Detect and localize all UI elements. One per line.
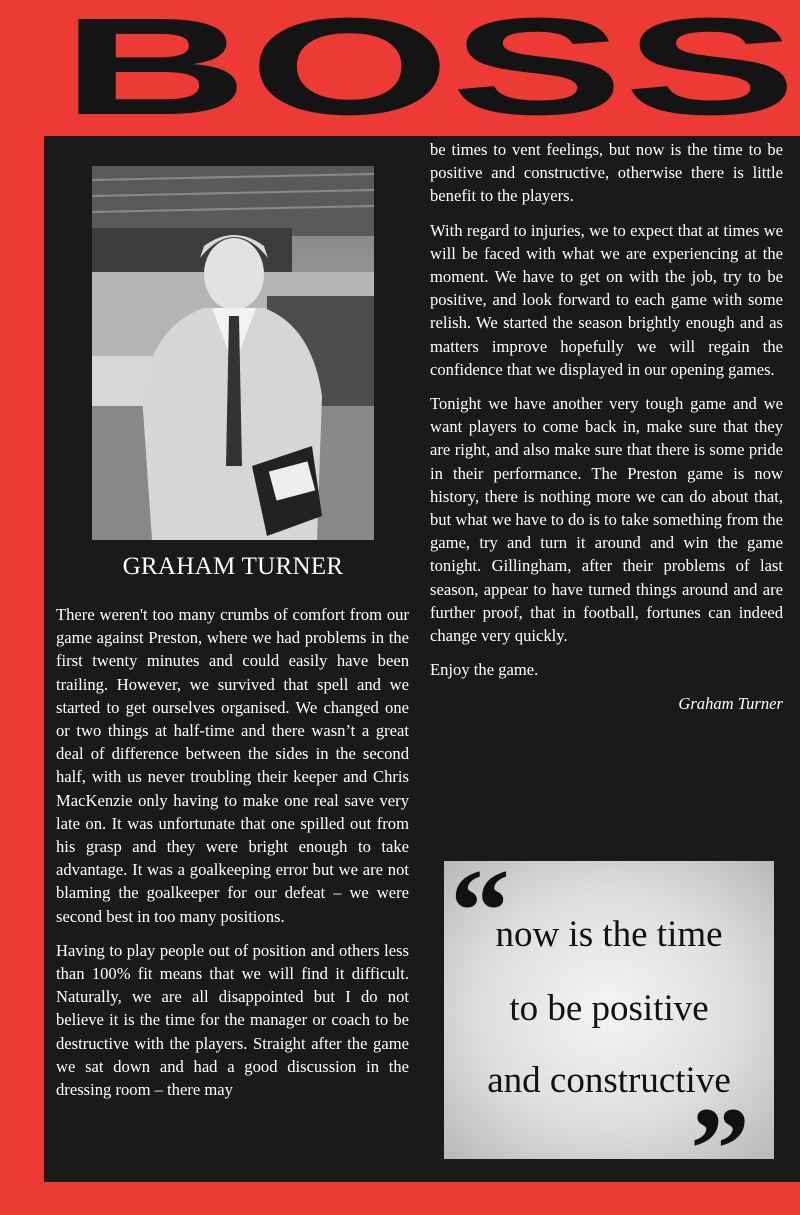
article-paragraph: Tonight we have another very tough game and we want players to come back in, make sure that they are right, and also make sure that there is some pride in their performance. The Preston game is now history, there is nothing more we can do about that, but what we have to do is to take something from the game, try and turn it around and win the game tonight. Gillingham, after their problems of last season, appear to have turned things around and are further proof, that in football, fortunes can indeed change very quickly. xyxy=(430,394,783,646)
manager-photo xyxy=(92,166,374,540)
author-signature: Graham Turner xyxy=(678,694,783,714)
masthead-logo xyxy=(58,8,800,120)
photo-caption: GRAHAM TURNER xyxy=(122,553,344,580)
article-paragraph: be times to vent feelings, but now is the time to be positive and constructive, otherwise there is little benefit to the players. xyxy=(430,140,783,206)
pull-quote xyxy=(444,844,774,1215)
article-paragraph: There weren't too many crumbs of comfort from our game against Preston, where we had problems in the first twenty minutes and could easily have been trailing. However, we survived that spell and we started to get ourselves organised. We changed one or two things at half-time and there wasn’t a great deal of difference between the sides in the second half, with us never troubling their keeper and Chris MacKenzie only having to make one real save very late on. It was unfortunate that one spilled out from his grasp and they were bright enough to take advantage. It was a goalkeeping error but we are not blaming the goalkeeper for our defeat – we were second best in too many positions. xyxy=(56,605,409,926)
article-column-left xyxy=(56,603,409,1112)
article-paragraph: Enjoy the game. xyxy=(430,660,539,680)
open-quote-icon: “ xyxy=(450,844,510,977)
article-paragraph: Having to play people out of position and others less than 100% fit means that we will find it difficult. Naturally, we are all disappointed but I do not believe it is the time for the manager or coach to be destructive with the players. Straight after the game we sat down and had a good discussion in the dressing room – there may xyxy=(56,940,409,1100)
masthead-title: BOSS xyxy=(61,8,797,120)
close-quote-icon: ” xyxy=(690,1082,750,1215)
pull-quote-line: now is the time xyxy=(495,914,723,955)
article-column-right xyxy=(430,138,783,716)
pull-quote-line: to be positive xyxy=(509,988,709,1029)
pull-quote-line: and constructive xyxy=(487,1060,731,1101)
article-paragraph: With regard to injuries, we to expect that at times we will be faced with what we are experiencing at the moment. We have to get on with the job, try to be positive, and look forward to each game with some relish. We started the season brightly enough and as matters improve hopefully we will regain the confidence that we displayed in our opening games. xyxy=(430,220,783,379)
